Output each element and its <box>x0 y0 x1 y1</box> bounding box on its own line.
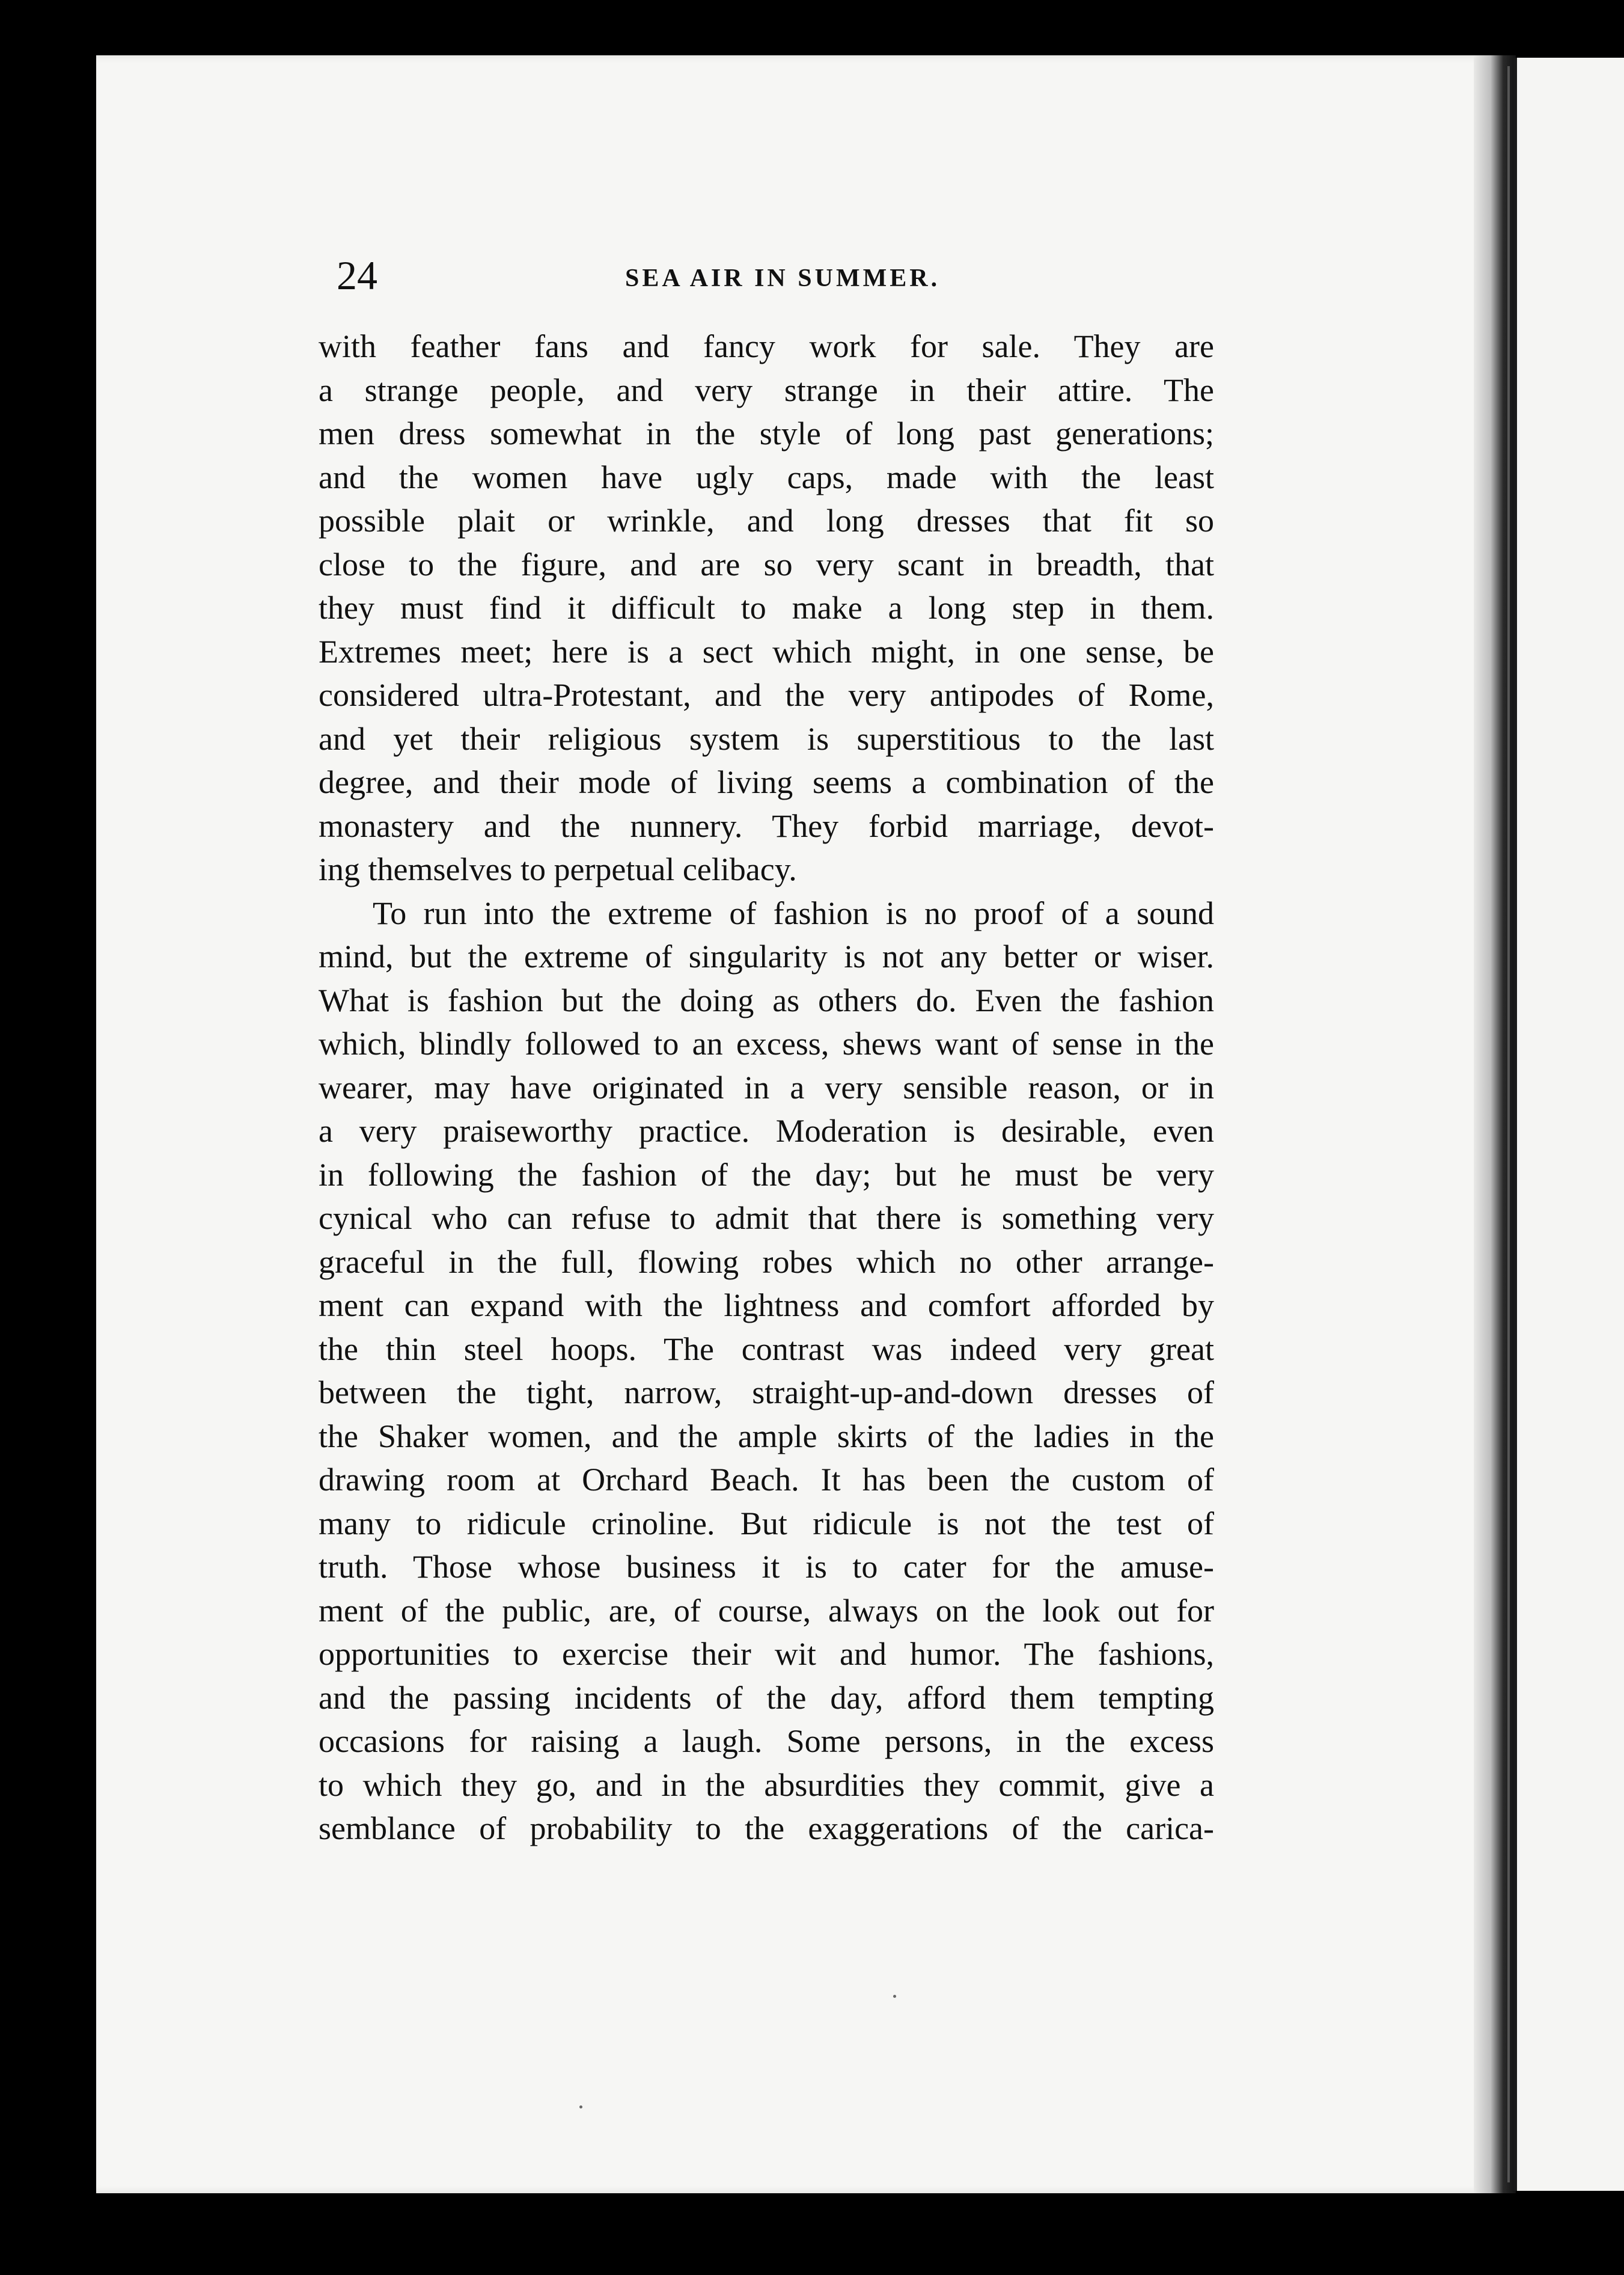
text-line: a strange people, and very strange in their attire. The <box>319 372 1214 408</box>
text-line: cynical who can refuse to admit that there is something very <box>319 1200 1214 1236</box>
text-line: considered ultra-Protestant, and the very antipodes of Rome, <box>319 677 1214 713</box>
text-line: and yet their religious system is superstitious to the last <box>319 720 1214 757</box>
page-header <box>337 251 1178 299</box>
facing-page <box>1513 58 1624 2191</box>
text-line: possible plait or wrinkle, and long dresses that fit so <box>319 503 1214 539</box>
text-line: a very praiseworthy practice. Moderation is desirable, even <box>319 1113 1214 1149</box>
text-line: Extremes meet; here is a sect which might, in one sense, be <box>319 633 1214 670</box>
text-line: opportunities to exercise their wit and humor. The fashions, <box>319 1636 1214 1672</box>
scan-speck <box>579 2105 582 2108</box>
text-line: between the tight, narrow, straight-up-and-down dresses of <box>319 1374 1214 1410</box>
text-line: To run into the extreme of fashion is no proof of a sound <box>373 895 1214 931</box>
text-line: occasions for raising a laugh. Some persons, in the excess <box>319 1723 1214 1759</box>
paragraph-2 <box>319 892 1214 1851</box>
text-line: in following the fashion of the day; but he must be very <box>319 1156 1214 1193</box>
text-line: to which they go, and in the absurdities they commit, give a <box>319 1766 1214 1803</box>
text-line: wearer, may have originated in a very sensible reason, or in <box>319 1069 1214 1106</box>
text-line: men dress somewhat in the style of long past generations; <box>319 415 1214 452</box>
text-line: which, blindly followed to an excess, shews want of sense in the <box>319 1026 1214 1062</box>
page-number: 24 <box>337 253 377 298</box>
text-line: with feather fans and fancy work for sale. They are <box>319 328 1214 364</box>
text-line: truth. Those whose business it is to cater for the amuse- <box>319 1549 1214 1585</box>
body-text <box>319 325 1214 1851</box>
text-line: ment of the public, are, of course, always on the look out for <box>319 1592 1214 1629</box>
scan-speck <box>893 1995 896 1998</box>
text-line: mind, but the extreme of singularity is not any better or wiser. <box>319 938 1214 975</box>
text-line: the Shaker women, and the ample skirts of the ladies in the <box>319 1418 1214 1454</box>
text-line: degree, and their mode of living seems a combination of the <box>319 764 1214 800</box>
text-line: What is fashion but the doing as others do. Even the fashion <box>319 982 1214 1018</box>
text-line: the thin steel hoops. The contrast was indeed very great <box>319 1330 1214 1367</box>
text-line: graceful in the full, flowing robes which no other arrange- <box>319 1243 1214 1280</box>
text-line: and the women have ugly caps, made with the least <box>319 459 1214 495</box>
facing-page-edge <box>1507 66 1510 2182</box>
text-line: and the passing incidents of the day, afford them tempting <box>319 1679 1214 1716</box>
text-line: semblance of probability to the exaggerations of the carica- <box>319 1810 1214 1846</box>
text-line: monastery and the nunnery. They forbid marriage, devot- <box>319 807 1214 844</box>
text-line: ing themselves to perpetual celibacy. <box>319 851 797 887</box>
text-line: many to ridicule crinoline. But ridicule is not the test of <box>319 1505 1214 1542</box>
text-line: drawing room at Orchard Beach. It has been the custom of <box>319 1462 1214 1498</box>
running-head: SEA AIR IN SUMMER. <box>625 265 941 292</box>
text-line: they must find it difficult to make a long step in them. <box>319 590 1214 626</box>
paragraph-1 <box>319 325 1214 892</box>
text-line: close to the figure, and are so very scant in breadth, that <box>319 546 1214 583</box>
text-line: ment can expand with the lightness and comfort afforded by <box>319 1287 1214 1323</box>
